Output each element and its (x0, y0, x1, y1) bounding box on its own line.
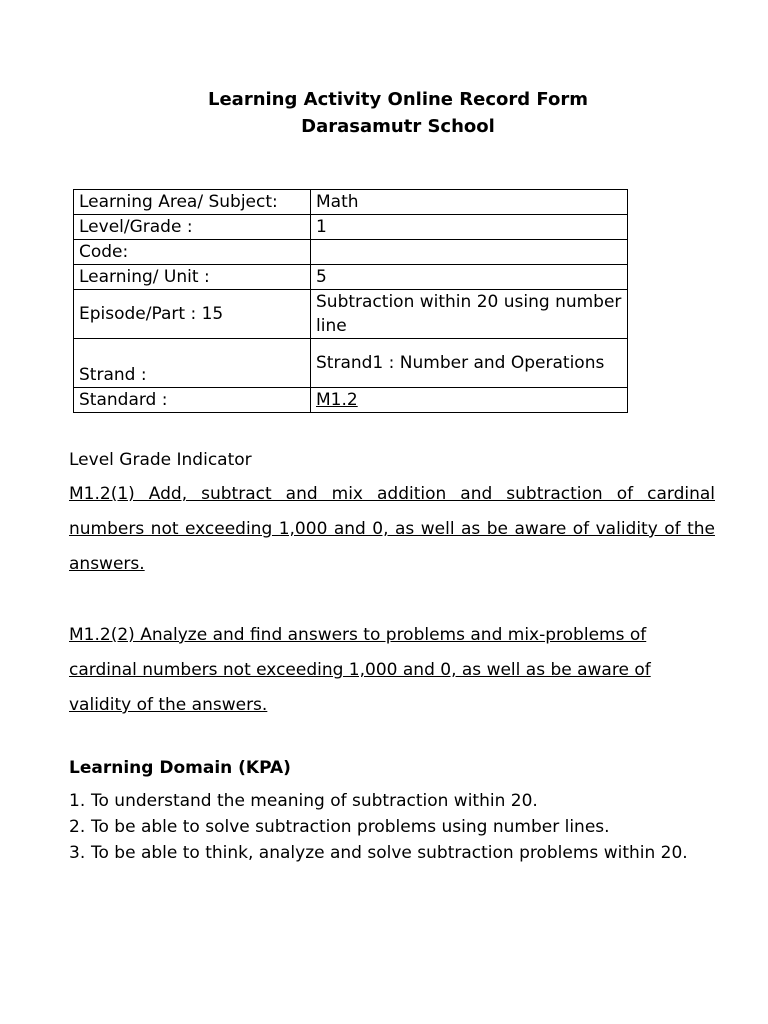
learning-domain-heading: Learning Domain (KPA) (69, 758, 291, 778)
list-item-number: 3. (69, 843, 86, 863)
subject-value: Math (311, 190, 628, 215)
episode-label: Episode/Part : 15 (74, 290, 311, 339)
episode-value: Subtraction within 20 using number line (311, 290, 628, 339)
standard-label: Standard : (74, 388, 311, 413)
unit-label: Learning/ Unit : (74, 265, 311, 290)
list-item-text: To understand the meaning of subtraction within 20. (91, 791, 538, 811)
table-row (74, 265, 628, 290)
strand-value: Strand1 : Number and Operations (311, 339, 628, 388)
standard-value-text: M1.2 (316, 390, 358, 410)
info-table (73, 189, 628, 413)
list-item-number: 2. (69, 817, 86, 837)
code-value (311, 240, 628, 265)
list-item (69, 788, 714, 814)
table-row (74, 240, 628, 265)
list-item (69, 814, 714, 840)
list-item-number: 1. (69, 791, 86, 811)
strand-label: Strand : (74, 339, 311, 388)
grade-label: Level/Grade : (74, 215, 311, 240)
grade-value: 1 (311, 215, 628, 240)
subject-label: Learning Area/ Subject: (74, 190, 311, 215)
indicator-m1-2-1: M1.2(1) Add, subtract and mix addition and subtraction of cardinal numbers not exceeding 1,000 and 0, as well as be aware of validity of the answers. (69, 484, 715, 574)
table-row (74, 388, 628, 413)
school-name: Darasamutr School (301, 116, 495, 137)
table-row (74, 215, 628, 240)
list-item-text: To be able to solve subtraction problems using number lines. (91, 817, 610, 837)
unit-value: 5 (311, 265, 628, 290)
table-row (74, 290, 628, 339)
indicator-m1-2-2: M1.2(2) Analyze and find answers to problems and mix-problems of cardinal numbers not exceeding 1,000 and 0, as well as be aware of validity of the answers. (69, 625, 651, 715)
title-block (0, 86, 768, 140)
table-row (74, 190, 628, 215)
indicator-heading: Level Grade Indicator (69, 450, 252, 470)
standard-value (311, 388, 628, 413)
document-title: Learning Activity Online Record Form (208, 89, 588, 110)
learning-domain-list (69, 788, 714, 866)
table-row (74, 339, 628, 388)
list-item (69, 840, 714, 866)
list-item-text: To be able to think, analyze and solve subtraction problems within 20. (91, 843, 688, 863)
code-label: Code: (74, 240, 311, 265)
